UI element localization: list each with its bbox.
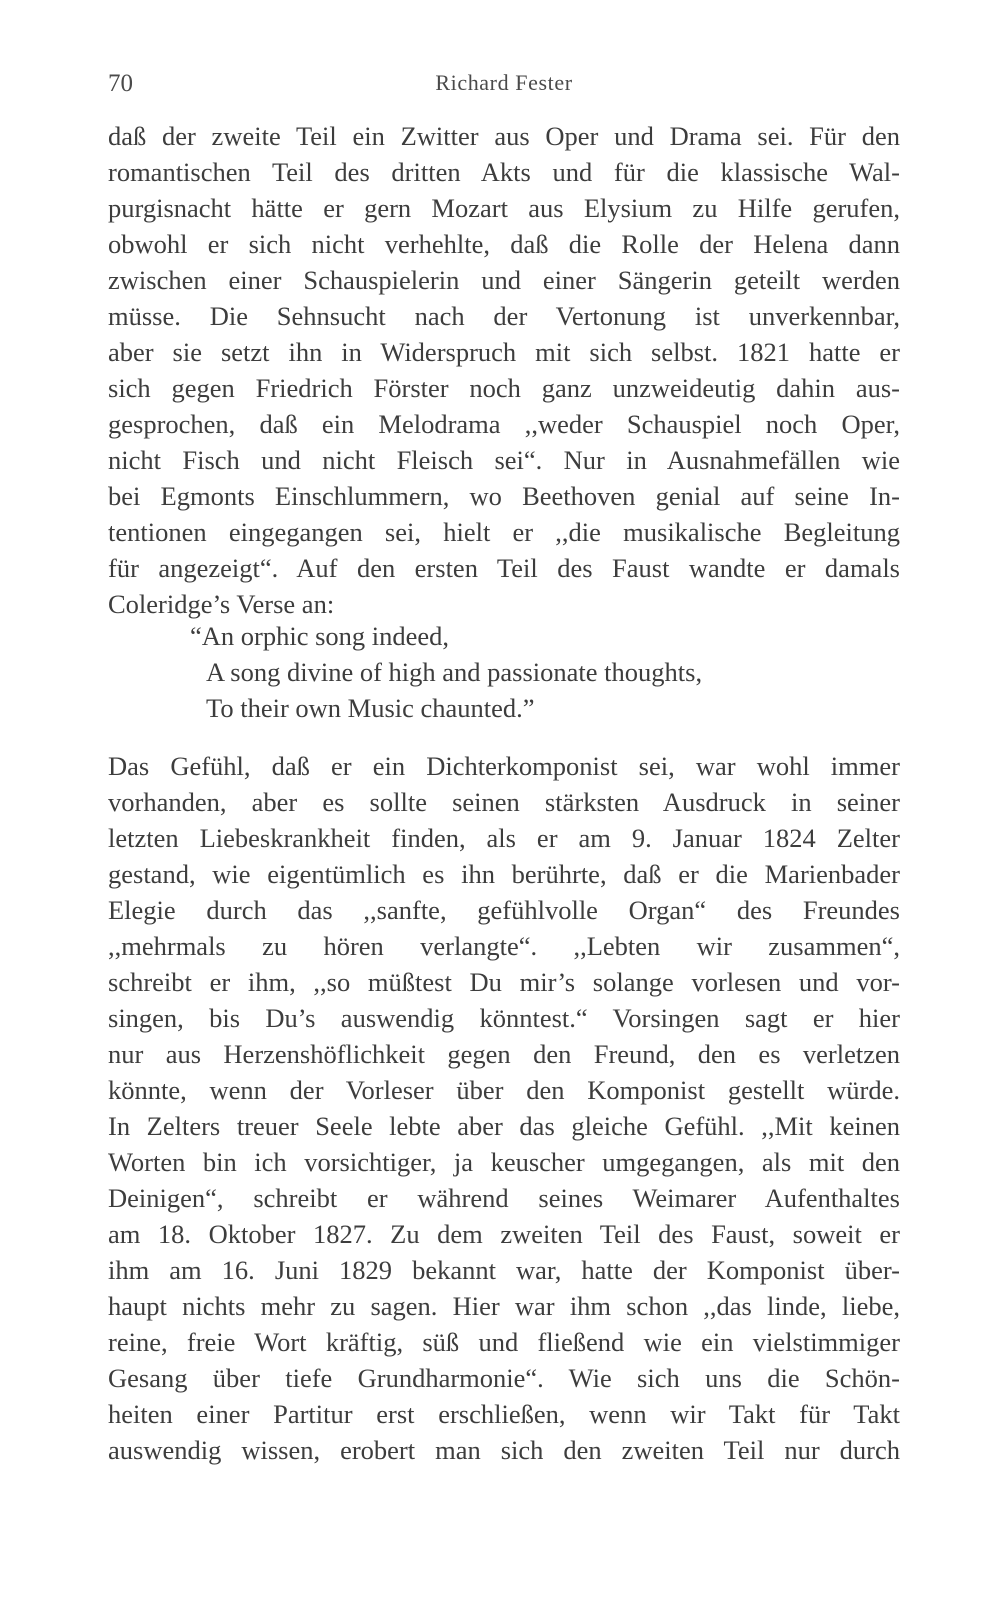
paragraph-1 xyxy=(108,118,900,622)
text-line: Coleridge’s Verse an: xyxy=(108,589,335,619)
text-line: auswendig wissen, erobert man sich den zweiten Teil nur durch xyxy=(108,1435,900,1465)
text-line: nicht Fisch und nicht Fleisch sei“. Nur in Ausnahmefällen wie xyxy=(108,445,900,475)
text-line: schreibt er ihm, ,,so müßtest Du mir’s solange vorlesen und vor- xyxy=(108,967,900,997)
text-line: purgisnacht hätte er gern Mozart aus Elysium zu Hilfe gerufen, xyxy=(108,193,900,223)
text-line: letzten Liebeskrankheit finden, als er am 9. Januar 1824 Zelter xyxy=(108,823,900,853)
running-head xyxy=(108,66,900,106)
text-line: aber sie setzt ihn in Widerspruch mit sich selbst. 1821 hatte er xyxy=(108,337,900,367)
text-line: ihm am 16. Juni 1829 bekannt war, hatte der Komponist über- xyxy=(108,1255,900,1285)
paragraph-2 xyxy=(108,748,900,1468)
text-line: sich gegen Friedrich Förster noch ganz unzweideutig dahin aus- xyxy=(108,373,900,403)
text-line: daß der zweite Teil ein Zwitter aus Oper und Drama sei. Für den xyxy=(108,121,900,151)
text-line: haupt nichts mehr zu sagen. Hier war ihm schon ,,das linde, liebe, xyxy=(108,1291,900,1321)
text-line: bei Egmonts Einschlummern, wo Beethoven genial auf seine In- xyxy=(108,481,900,511)
running-title: Richard Fester xyxy=(435,70,573,95)
text-line: am 18. Oktober 1827. Zu dem zweiten Teil des Faust, soweit er xyxy=(108,1219,900,1249)
text-line: romantischen Teil des dritten Akts und für die klassische Wal- xyxy=(108,157,900,187)
text-line: Das Gefühl, daß er ein Dichterkomponist sei, war wohl immer xyxy=(108,751,900,781)
verse-line: A song divine of high and passionate thoughts, xyxy=(206,657,703,687)
verse-line: To their own Music chaunted.” xyxy=(206,693,535,723)
text-line: nur aus Herzenshöflichkeit gegen den Freund, den es verletzen xyxy=(108,1039,900,1069)
text-line: für angezeigt“. Auf den ersten Teil des Faust wandte er damals xyxy=(108,553,900,583)
verse-line: “An orphic song indeed, xyxy=(190,621,450,651)
verse-quotation xyxy=(190,618,890,726)
text-line: müsse. Die Sehnsucht nach der Vertonung ist unverkennbar, xyxy=(108,301,900,331)
text-line: reine, freie Wort kräftig, süß und fließend wie ein vielstimmiger xyxy=(108,1327,900,1357)
text-line: Gesang über tiefe Grundharmonie“. Wie sich uns die Schön- xyxy=(108,1363,900,1393)
text-line: gestand, wie eigentümlich es ihn berührte, daß er die Marienbader xyxy=(108,859,900,889)
text-line: obwohl er sich nicht verhehlte, daß die Rolle der Helena dann xyxy=(108,229,900,259)
text-line: Worten bin ich vorsichtiger, ja keuscher umgegangen, als mit den xyxy=(108,1147,900,1177)
text-line: In Zelters treuer Seele lebte aber das gleiche Gefühl. ,,Mit keinen xyxy=(108,1111,900,1141)
text-line: Deinigen“, schreibt er während seines Weimarer Aufenthaltes xyxy=(108,1183,900,1213)
text-line: Elegie durch das ,,sanfte, gefühlvolle Organ“ des Freundes xyxy=(108,895,900,925)
text-line: ,,mehrmals zu hören verlangte“. ,,Lebten wir zusammen“, xyxy=(108,931,900,961)
text-line: singen, bis Du’s auswendig könntest.“ Vorsingen sagt er hier xyxy=(108,1003,900,1033)
text-line: tentionen eingegangen sei, hielt er ,,die musikalische Begleitung xyxy=(108,517,900,547)
text-line: vorhanden, aber es sollte seinen stärksten Ausdruck in seiner xyxy=(108,787,900,817)
page-number: 70 xyxy=(108,70,133,97)
text-line: gesprochen, daß ein Melodrama ,,weder Schauspiel noch Oper, xyxy=(108,409,900,439)
text-line: könnte, wenn der Vorleser über den Komponist gestellt würde. xyxy=(108,1075,900,1105)
text-line: heiten einer Partitur erst erschließen, wenn wir Takt für Takt xyxy=(108,1399,900,1429)
text-line: zwischen einer Schauspielerin und einer Sängerin geteilt werden xyxy=(108,265,900,295)
